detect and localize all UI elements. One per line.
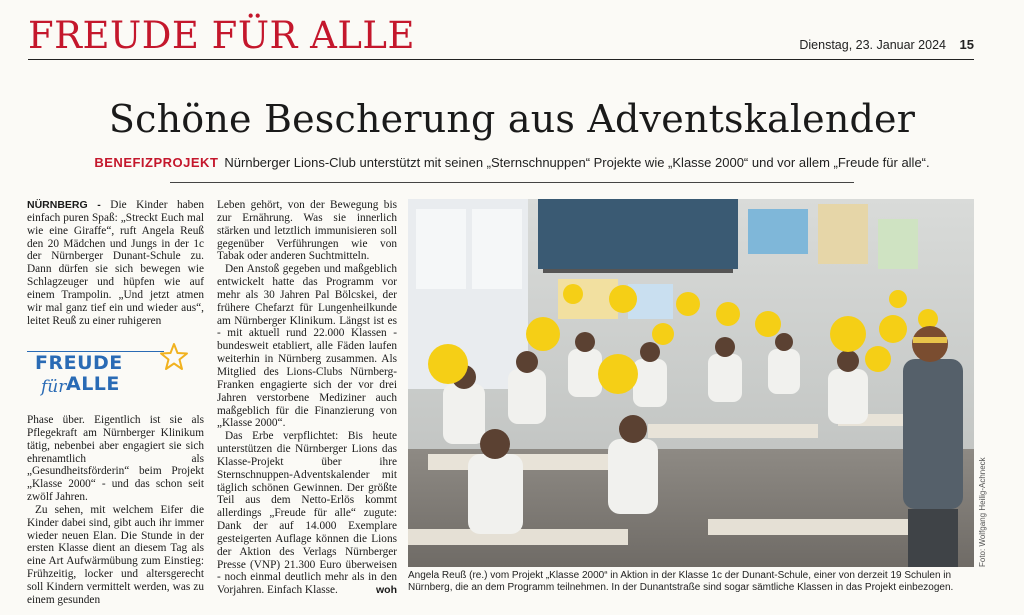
subheadline-text: Nürnberger Lions-Club unterstützt mit seinen „Sternschnuppen“ Projekte wie „Klasse 2000“ und vor allem „Freude für alle“.	[224, 155, 930, 170]
paragraph: Den Anstoß gegeben und maßgeblich entwickelt hatte das Programm vor mehr als 30 Jahren Pal Bölcskei, der frühere Chefarzt für Lungenheilkunde am Nürnberger Klinikum. Längst ist es - mit aktuell rund 22.000 Klassen - bundesweit etabliert, alle Fäden laufen weiterhin in Nürnberg zusammen. Als Mitglied des Lions-Clubs Nürnberg-Franken engagierte sich der vor drei Jahren verstorbene Mediziner auch maßgeblich für die Finanzierung von „Klasse 2000“.	[217, 263, 397, 430]
paragraph: Die Kinder haben einfach puren Spaß: „Streckt Euch mal wie eine Giraffe“, ruft Angela Reuß den 20 Mädchen und Jungs in der 1c der Nürnberger Dunant-Schule zu. Dann dürfen sie sich bewegen wie Schlagzeuger und hüpfen wie auf einem Trampolin. „Und jetzt atmen wir mal ganz tief ein und wieder aus“, leitet Reuß zu einer ruhigeren	[27, 199, 204, 327]
paragraph: Phase über. Eigentlich ist sie als Pflegekraft am Nürnberger Klinikum tätig, nebenbei aber engagiert sie sich ehrenamtlich als „Gesundheitsförderin“ beim Projekt „Klasse 2000“ - und das schon seit zwölf Jahren.	[27, 414, 204, 504]
column-1-top	[27, 199, 204, 329]
column-1-bottom	[27, 414, 204, 606]
kicker: BENEFIZPROJEKT	[94, 155, 219, 170]
photo-credit: Foto: Wolfgang Heilig-Achneck	[978, 457, 987, 567]
section-title: FREUDE FÜR ALLE	[28, 14, 416, 57]
article-subheadline	[0, 155, 1024, 170]
freude-fuer-alle-logo	[27, 342, 204, 404]
article-headline: Schöne Bescherung aus Adventskalender	[108, 97, 916, 141]
star-icon	[159, 342, 189, 372]
page-number: 15	[959, 37, 974, 52]
article-photo	[408, 199, 974, 567]
header-rule	[28, 59, 974, 60]
column-2	[217, 199, 397, 599]
issue-date: Dienstag, 23. Januar 2024	[799, 38, 946, 52]
subheadline-rule	[170, 182, 854, 183]
logo-alle: ALLE	[66, 373, 120, 395]
author-signature: woh	[376, 584, 397, 597]
paragraph: Das Erbe verpflichtet: Bis heute unterstützen die Nürnberger Lions das Klasse-Projekt über ihre Sternschnuppen-Adventskalender mit täglich schönen Gewinnen. Der größte Teil aus dem Netto-Erlös kommt allerdings „Freude für alle“ zugute: Dank der auf 14.000 Exemplare gesteigerten Auflage können die Lions der Aktion des Verlags Nürnberger Presse (VNP) 21.300 Euro überweisen - noch einmal deutlich mehr als in den Vorjahren. Einfach Klasse.	[217, 430, 397, 597]
logo-fuer: für	[41, 377, 67, 397]
photo-caption: Angela Reuß (re.) vom Projekt „Klasse 2000“ in Aktion in der Klasse 1c der Dunant-Schule, einer von derzeit 19 Schulen in Nürnberg, die an dem Programm teilnehmen. In der Dunantstraße sind sogar sämtliche Klassen in das Projekt einbezogen.	[408, 570, 954, 594]
paragraph: Leben gehört, von der Bewegung bis zur Ernährung. Was sie innerlich stärken und letztlich immunisieren soll gegenüber Verführungen wie von Tabak oder anderen Suchtmitteln.	[217, 199, 397, 263]
dateline: NÜRNBERG -	[27, 199, 101, 211]
logo-freude: FREUDE	[35, 352, 123, 374]
paragraph: Zu sehen, mit welchem Eifer die Kinder dabei sind, gibt auch ihr immer wieder neuen Elan. Die Stunde in der ersten Klasse dient an diesem Tag als eine Art Aufwärmübung zum Einstieg: Frühzeitig, locker und altersgerecht soll Kindern vermittelt werden, was zu einem gesunden	[27, 503, 204, 606]
